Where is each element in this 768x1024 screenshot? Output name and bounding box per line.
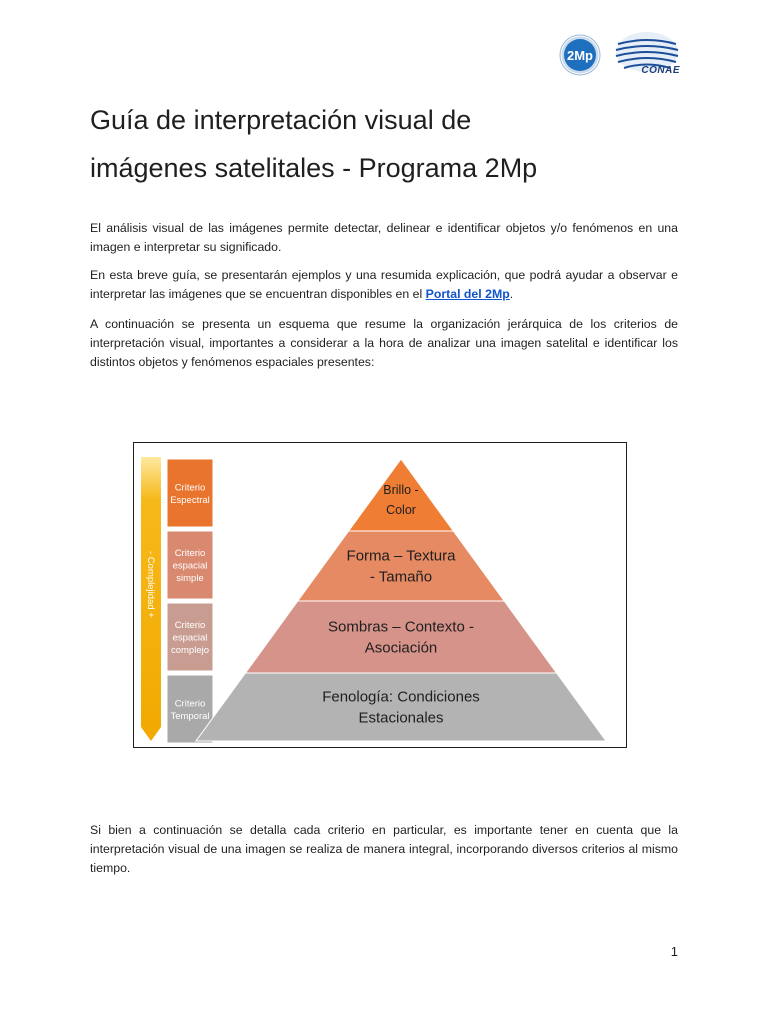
conae-logo-text: CONAE: [641, 65, 680, 76]
criteria-label: Criterio: [174, 548, 206, 559]
pyramid-level: [196, 673, 606, 741]
criteria-label: espacial: [172, 632, 208, 644]
diagram-canvas: [134, 443, 625, 746]
criteria-label: Espectral: [170, 494, 210, 506]
program-2mp-logo: [558, 31, 604, 77]
guide-text-after: .: [509, 287, 514, 301]
guide-paragraph: [90, 266, 678, 304]
criteria-label: Criterio: [174, 698, 206, 710]
pyramid-label: Forma – Textura: [346, 547, 456, 565]
pyramid-label: - Tamaño: [369, 568, 433, 586]
document-title: [90, 96, 690, 192]
criteria-label: complejo: [170, 645, 210, 656]
criteria-label: Criterio: [174, 482, 206, 494]
page-number: 1: [670, 944, 678, 959]
title-line-1: Guía de interpretación visual de: [90, 105, 472, 135]
pyramid-label: Sombras – Contexto -: [328, 618, 474, 636]
criteria-label: simple: [176, 573, 204, 584]
criteria-pyramid-diagram: [133, 442, 627, 748]
closing-paragraph: Si bien a continuación se detalla cada criterio en particular, es importante tener en cuenta que la interpretación visual de una imagen se realiza de manera integral, incorporando diversos criterios al mismo tiempo.: [90, 823, 678, 875]
pyramid-level: [245, 601, 556, 673]
program-logo-text: 2Mp: [564, 39, 596, 71]
title-line-2: imágenes satelitales - Programa 2Mp: [90, 153, 538, 183]
intro-paragraph: El análisis visual de las imágenes permite detectar, delinear e identificar objetos y/o fenómenos en una imagen e interpretar su significado.: [90, 221, 678, 254]
pyramid-label: Asociación: [364, 639, 438, 657]
portal-2mp-link[interactable]: Portal del 2Mp: [425, 287, 510, 301]
header-logos: [558, 30, 680, 78]
complexity-axis-label: - Complejidad +: [145, 551, 156, 618]
criteria-label: Criterio: [174, 620, 206, 631]
criteria-label: espacial: [172, 560, 208, 572]
schema-paragraph: A continuación se presenta un esquema que resume la organización jerárquica de los criterios de interpretación visual, importantes a considerar a la hora de analizar una imagen satelital e identificar los distintos objetos y fenómenos espaciales presentes:: [90, 317, 678, 369]
criteria-label: Temporal: [170, 710, 210, 722]
guide-text-before: En esta breve guía, se presentarán ejemplos y una resumida explicación, que podrá ayudar a observar e interpretar las imágenes que se encuentran disponibles en el: [90, 268, 678, 301]
pyramid-label: Brillo -: [383, 483, 419, 497]
pyramid-label: Estacionales: [358, 709, 444, 727]
pyramid-label: Color: [386, 503, 416, 517]
pyramid-label: Fenología: Condiciones: [322, 688, 480, 706]
conae-logo: [614, 30, 680, 78]
pyramid-level: [298, 531, 504, 601]
